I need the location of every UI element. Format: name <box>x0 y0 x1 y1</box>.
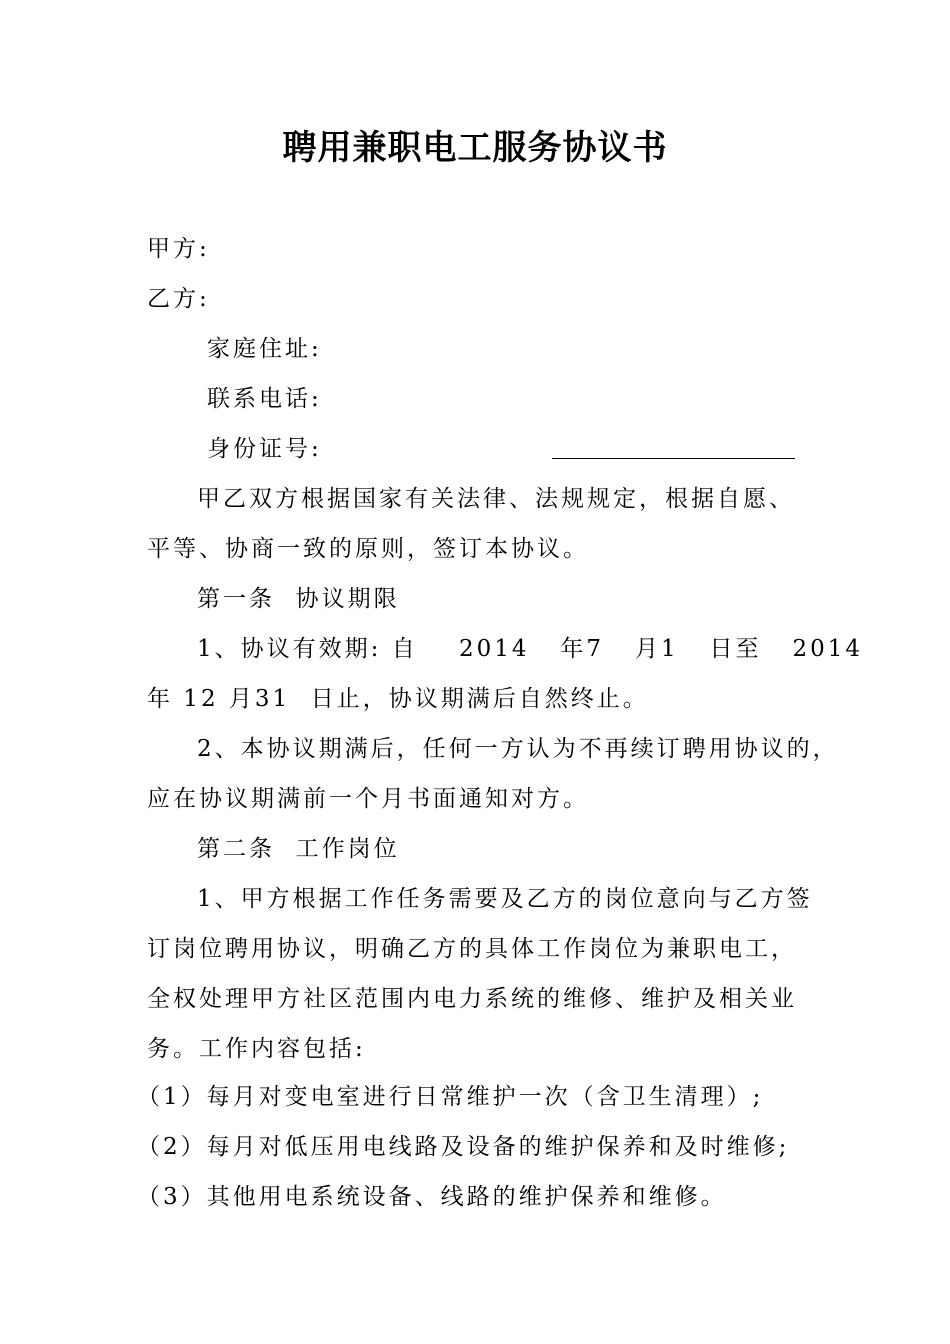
article-1-clause-2-line-1: 2、本协议期满后，任何一方认为不再续订聘用协议的， <box>197 736 839 762</box>
phone-label: 联系电话: <box>207 386 322 412</box>
article-1-clause-1-line-1: 1、协议有效期: 自 2014 年7 月1 日至 2014 <box>197 636 864 662</box>
article-2-heading: 第二条 工作岗位 <box>197 836 400 862</box>
id-number-blank-line <box>552 458 795 459</box>
party-b-label: 乙方: <box>147 286 210 312</box>
intro-line-1: 甲乙双方根据国家有关法律、法规规定，根据自愿、 <box>197 486 795 512</box>
article-1-clause-2-line-2: 应在协议期满前一个月书面通知对方。 <box>147 786 589 812</box>
intro-line-2: 平等、协商一致的原则，签订本协议。 <box>147 536 589 562</box>
party-a-label: 甲方: <box>147 236 210 262</box>
article-1-heading: 第一条 协议期限 <box>197 586 400 612</box>
id-number-label: 身份证号: <box>207 436 322 462</box>
document-title: 聘用兼职电工服务协议书 <box>282 128 668 168</box>
work-item-3: （3）其他用电系统设备、线路的维护保养和维修。 <box>137 1184 727 1210</box>
work-item-1: （1）每月对变电室进行日常维护一次（含卫生清理）; <box>137 1084 764 1110</box>
work-item-2: （2）每月对低压用电线路及设备的维护保养和及时维修; <box>137 1134 790 1160</box>
article-2-clause-1-line-1: 1、甲方根据工作任务需要及乙方的岗位意向与乙方签 <box>197 886 813 912</box>
article-2-clause-1-line-4: 务。工作内容包括: <box>147 1036 366 1062</box>
address-label: 家庭住址: <box>207 336 322 362</box>
article-2-clause-1-line-3: 全权处理甲方社区范围内电力系统的维修、维护及相关业 <box>147 986 797 1012</box>
article-1-clause-1-line-2: 年 12 月31 日止，协议期满后自然终止。 <box>147 686 649 712</box>
article-2-clause-1-line-2: 订岗位聘用协议，明确乙方的具体工作岗位为兼职电工， <box>147 936 797 962</box>
